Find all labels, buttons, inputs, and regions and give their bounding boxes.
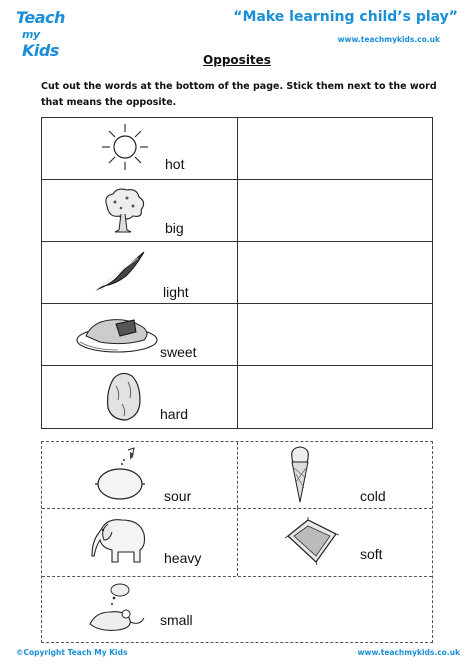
word-soft: soft xyxy=(360,546,383,562)
word-big: big xyxy=(165,220,184,236)
word-hard: hard xyxy=(160,406,189,422)
column-divider xyxy=(237,242,238,303)
cut-line xyxy=(237,508,238,576)
footer-website[interactable]: www.teachmykids.co.uk xyxy=(357,648,460,657)
worksheet-title: Opposites xyxy=(203,53,271,67)
cut-line xyxy=(237,442,238,508)
copyright: ©Copyright Teach My Kids xyxy=(16,648,128,657)
tagline: “Make learning child’s play” xyxy=(233,9,458,25)
logo-text-kids: my Kids xyxy=(22,28,59,60)
grid-row-big xyxy=(42,180,432,242)
column-divider xyxy=(237,118,238,179)
cake-icon xyxy=(74,310,160,356)
grid-row-hot xyxy=(42,118,432,180)
word-sweet: sweet xyxy=(160,344,197,360)
column-divider xyxy=(237,366,238,428)
word-heavy: heavy xyxy=(164,550,202,566)
rock-icon xyxy=(104,368,144,422)
logo-text-teach: Teach xyxy=(16,8,65,27)
word-sour: sour xyxy=(164,488,192,504)
answer-grid xyxy=(41,117,433,429)
cushion-icon xyxy=(282,516,342,566)
column-divider xyxy=(237,180,238,241)
grid-row-light xyxy=(42,242,432,304)
feather-icon xyxy=(92,248,148,294)
sun-icon xyxy=(97,122,153,172)
ice-cream-icon xyxy=(286,444,314,506)
elephant-icon xyxy=(88,512,150,568)
lemon-icon xyxy=(94,446,156,502)
instructions: Cut out the words at the bottom of the page. Stick them next to the word that means the opposite. xyxy=(41,81,437,108)
grid-row-hard xyxy=(42,366,432,428)
word-small: small xyxy=(160,612,193,628)
cut-line xyxy=(42,576,432,577)
word-light: light xyxy=(163,284,189,300)
mouse-icon xyxy=(86,582,148,634)
teach-my-kids-logo xyxy=(16,8,76,60)
word-hot: hot xyxy=(165,156,185,172)
word-cold: cold xyxy=(360,488,386,504)
cut-line xyxy=(42,508,432,509)
cutout-section xyxy=(41,441,433,643)
grid-row-sweet xyxy=(42,304,432,366)
column-divider xyxy=(237,304,238,365)
header-website: www.teachmykids.co.uk xyxy=(337,35,440,44)
tree-icon xyxy=(97,186,149,234)
